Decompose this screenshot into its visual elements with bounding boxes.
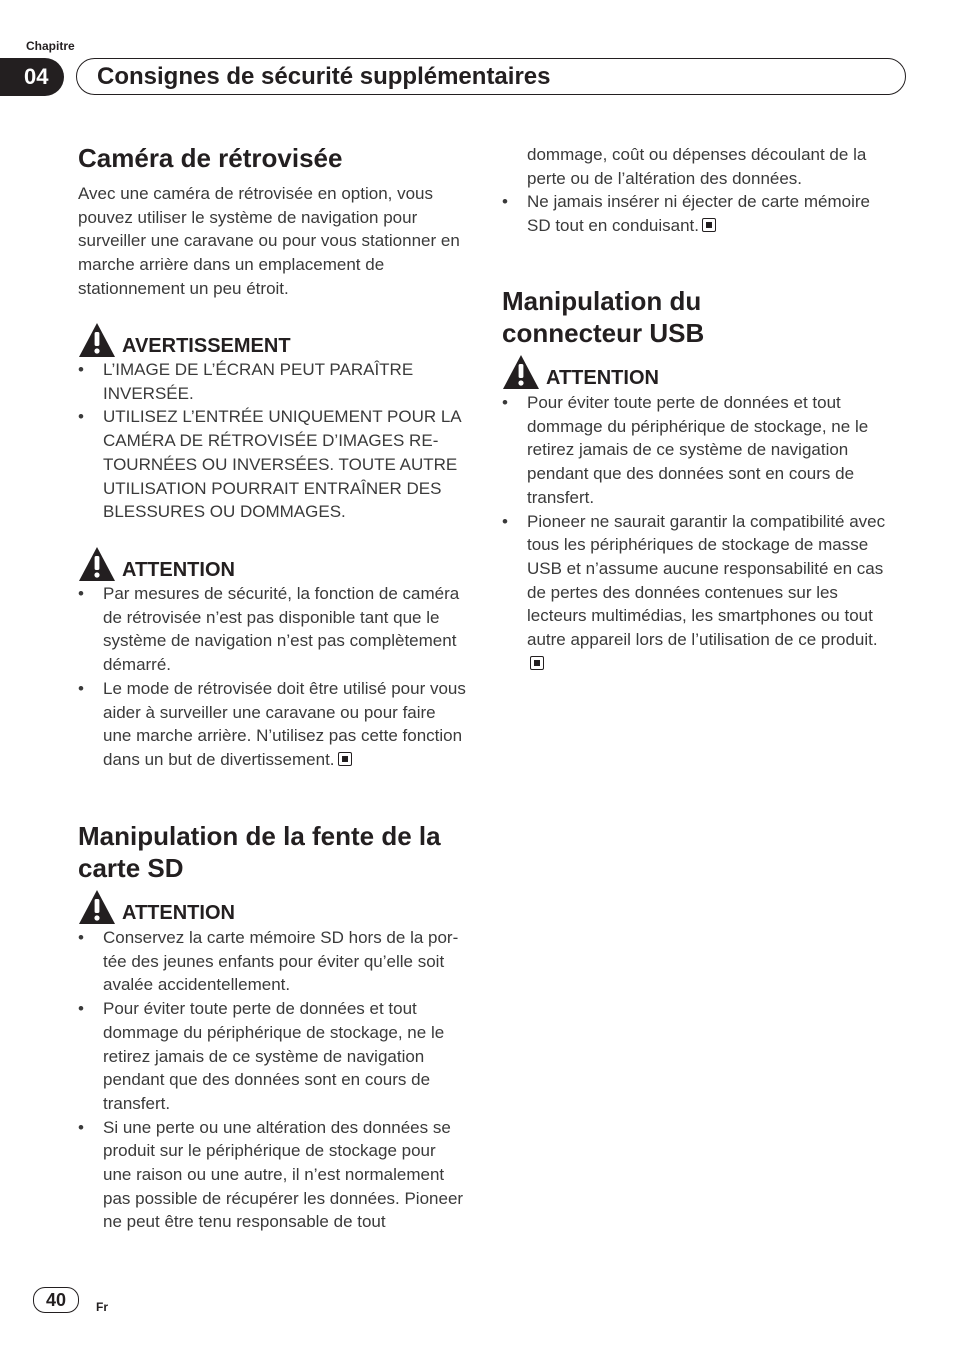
list-item: • Si une perte ou une altération des données se produit sur le périphérique de stockage pour une raison ou une autre, il n’est normalement pas possible de récupérer les données. Pioneer ne peut être tenu responsable de tout — [78, 1116, 466, 1235]
list-item: • UTILISEZ L’ENTRÉE UNIQUEMENT POUR LA CAMÉRA DE RÉTROVISÉE D’IMAGES RETOURNÉES OU INVERSÉES. TOUTE AUTRE UTILISATION POURRAIT ENTRAÎNER DES BLESSURES OU DOMMAGES. — [78, 405, 466, 524]
section-title-usb-line2: connecteur USB — [502, 318, 705, 348]
attention-heading — [502, 354, 659, 390]
warning-triangle-icon — [502, 354, 540, 390]
attention-list — [78, 582, 466, 772]
section-title-camera: Caméra de rétrovisée — [78, 143, 343, 173]
section-title-usb-line1: Manipulation du — [502, 286, 702, 316]
chapter-title: Consignes de sécurité supplémentaires — [76, 58, 906, 95]
attention-label: ATTENTION — [122, 902, 235, 924]
chapter-label: Chapitre — [26, 39, 75, 53]
list-item — [502, 510, 890, 676]
end-mark-icon — [702, 218, 716, 232]
list-item: • Conservez la carte mémoire SD hors de la portée des jeunes enfants pour éviter qu’elle soit avalée accidentellement. — [78, 926, 466, 997]
list-item-text: Pioneer ne saurait garantir la compatibilité avec tous les périphériques de stockage de masse USB et n’assume aucune responsabilité en cas de pertes des données contenues sur les lecteurs multimédias, les smartphones ou tout autre appareil lors de l’utilisation de ce produit. — [527, 511, 886, 650]
end-mark-icon — [338, 752, 352, 766]
attention-heading — [78, 889, 235, 925]
warning-triangle-icon — [78, 546, 116, 582]
warning-triangle-icon — [78, 322, 116, 358]
list-item: • L’IMAGE DE L’ÉCRAN PEUT PARAÎTRE INVERSÉE. — [78, 358, 466, 405]
warning-heading — [78, 322, 291, 358]
page-number: 40 — [33, 1287, 79, 1313]
list-item: • Pour éviter toute perte de données et tout dommage du périphérique de stockage, ne le retirez jamais de ce système de navigation pendant que des données sont en cours de transfert. — [502, 391, 890, 510]
warning-triangle-icon — [78, 889, 116, 925]
section-title-sd: Manipulation de la fente de la carte SD — [78, 821, 441, 883]
camera-intro: Avec une caméra de rétrovisée en option, vous pouvez utiliser le système de navigation pour surveiller une caravane ou pour vous stationner en marche arrière dans un emplacement de stationnement un peu étroit. — [78, 184, 460, 298]
list-item — [502, 190, 890, 237]
list-item — [78, 677, 466, 772]
sd-attention-list-continued — [502, 143, 890, 238]
warning-label: AVERTISSEMENT — [122, 335, 291, 357]
end-mark-icon — [530, 656, 544, 670]
warning-list — [78, 358, 466, 524]
sd-attention-list — [78, 926, 466, 1234]
list-item-continued: dommage, coût ou dépenses découlant de la perte ou de l’altération des données. — [527, 145, 867, 188]
attention-label: ATTENTION — [546, 367, 659, 389]
list-item: • Pour éviter toute perte de données et tout dommage du périphérique de stockage, ne le retirez jamais de ce système de navigation pendant que des données sont en cours de transfert. — [78, 997, 466, 1116]
chapter-number: 04 — [0, 58, 64, 96]
language-code: Fr — [96, 1300, 108, 1314]
attention-heading — [78, 546, 235, 582]
usb-attention-list — [502, 391, 890, 675]
list-item-text: Le mode de rétrovisée doit être utilisé pour vous aider à surveiller une caravane ou pour faire une marche arrière. N’utilisez pas cette fonction dans un but de divertissement. — [103, 678, 466, 769]
section-title-usb — [502, 285, 892, 349]
list-item: • Par mesures de sécurité, la fonction de caméra de rétrovisée n’est pas disponible tant que le système de navigation n’est pas complètement démarré. — [78, 582, 466, 677]
list-item-text: Ne jamais insérer ni éjecter de carte mémoire SD tout en conduisant. — [527, 192, 870, 236]
attention-label: ATTENTION — [122, 559, 235, 581]
